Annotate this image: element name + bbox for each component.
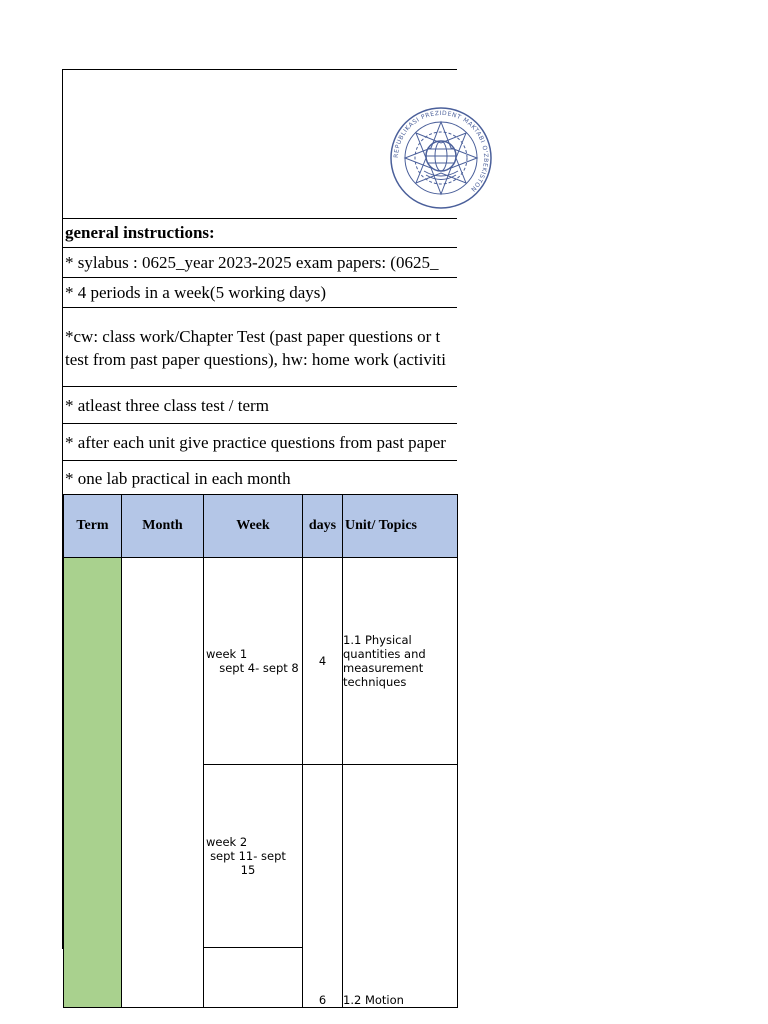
instruction-practice: * after each unit give practice questions from past paper	[63, 423, 457, 460]
header-term: Term	[64, 495, 122, 558]
month-cell	[122, 558, 204, 1008]
week-dates: sept 4- sept 8	[219, 661, 299, 675]
week-cell	[204, 948, 303, 1008]
instruction-lab: * one lab practical in each month	[63, 460, 457, 495]
header-days: days	[303, 495, 343, 558]
instruction-classwork-line1: *cw: class work/Chapter Test (past paper questions or t	[65, 327, 441, 346]
logo-row	[63, 69, 490, 218]
instruction-class-tests: * atleast three class test / term	[63, 386, 457, 423]
week-cell	[204, 558, 303, 765]
instructions-heading: general instructions:	[63, 218, 457, 247]
syllabus-sheet	[62, 69, 490, 1007]
instruction-classwork-line2: test from past paper questions), hw: home work (activiti	[65, 350, 446, 369]
instruction-syllabus: * sylabus : 0625_year 2023-2025 exam papers: (0625_	[63, 247, 457, 277]
table-row	[64, 558, 458, 765]
days-cell: 4	[303, 558, 343, 765]
week-label: week 2	[206, 835, 248, 849]
term-cell	[64, 558, 122, 1008]
week-label: week 1	[206, 647, 248, 661]
week-dates: sept 11- sept 15	[210, 849, 286, 877]
table-header-row	[64, 495, 458, 558]
instruction-periods: * 4 periods in a week(5 working days)	[63, 277, 457, 307]
topic-cell: 1.2 Motion	[343, 765, 458, 1008]
week-cell	[204, 765, 303, 948]
schedule-table	[63, 494, 458, 1008]
globe-seal-icon	[388, 105, 494, 211]
topic-cell: 1.1 Physical quantities and measurement techniques	[343, 558, 458, 765]
svg-text:REPUBLIKASI PREZIDENT MAKTABI: REPUBLIKASI PREZIDENT MAKTABI O'ZBEKISTON	[392, 109, 490, 193]
header-topics: Unit/ Topics	[343, 495, 458, 558]
days-cell: 6	[303, 765, 343, 1008]
header-week: Week	[204, 495, 303, 558]
header-month: Month	[122, 495, 204, 558]
instruction-classwork	[63, 307, 457, 386]
